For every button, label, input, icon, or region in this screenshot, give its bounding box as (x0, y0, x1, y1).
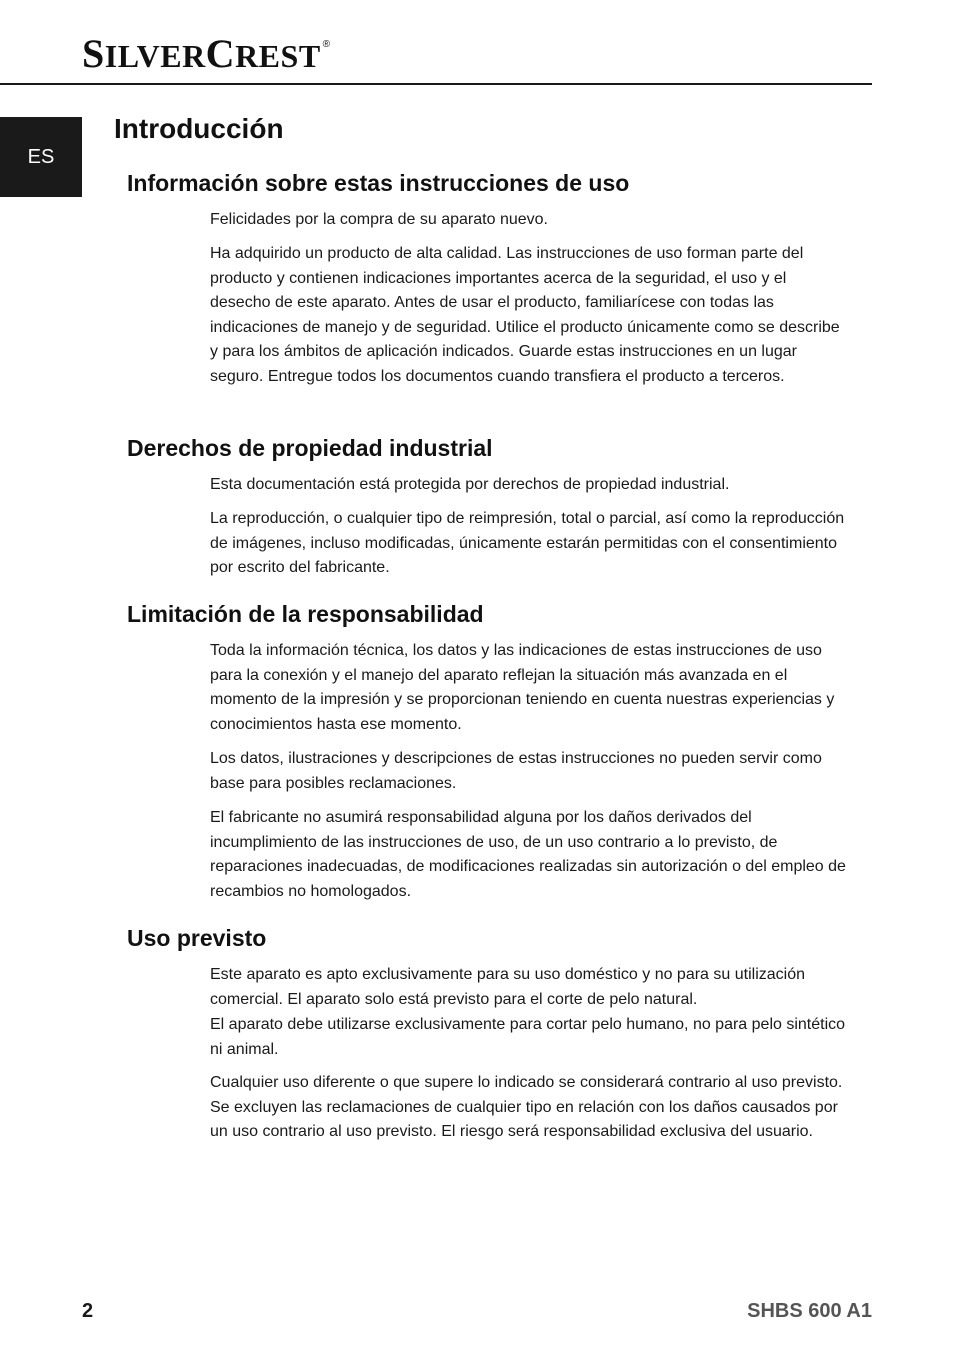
paragraph: El fabricante no asumirá responsabilidad alguna por los daños derivados del incumplimiento de las instrucciones de uso, de un uso contrario a lo previsto, de reparaciones inadecuadas, de modificaciones realizadas sin autorización o del empleo de recambios no homologados. (210, 809, 846, 900)
section-heading-liability: Limitación de la responsabilidad (127, 601, 484, 627)
model-number: SHBS 600 A1 (747, 1300, 872, 1322)
paragraph: Toda la información técnica, los datos y las indicaciones de estas instrucciones de uso para la conexión y el manejo del aparato reflejan la situación más avanzada en el momento de la impresión y se proporcionan teniendo en cuenta nuestras experiencias y conocimientos hasta ese momento. (210, 642, 835, 733)
paragraph: Cualquier uso diferente o que supere lo indicado se considerará contrario al uso previsto. Se excluyen las reclamaciones de cualquier tipo en relación con los daños causados por un uso contrario al uso previsto. El riesgo será responsabilidad exclusiva del usuario. (210, 1074, 843, 1141)
paragraph: Felicidades por la compra de su aparato nuevo. (210, 211, 548, 228)
section-heading-rights: Derechos de propiedad industrial (127, 435, 493, 461)
paragraph: Esta documentación está protegida por derechos de propiedad industrial. (210, 476, 730, 493)
paragraph: Este aparato es apto exclusivamente para su uso doméstico y no para su utilización comercial. El aparato solo está previsto para el corte de pelo natural. (210, 966, 805, 1008)
section-heading-intended-use: Uso previsto (127, 925, 267, 951)
section-heading-info: Información sobre estas instrucciones de uso (127, 170, 630, 196)
paragraph: Ha adquirido un producto de alta calidad. Las instrucciones de uso forman parte del producto y contienen indicaciones importantes acerca de la seguridad, el uso y el desecho de este aparato. Antes de usar el producto, familiarícese con todas las indicaciones de manejo y de seguridad. Utilice el producto únicamente como se describe y para los ámbitos de aplicación indicados. Guarde estas instrucciones en un lugar seguro. Entregue todos los documentos cuando transfiera el producto a terceros. (210, 245, 840, 385)
page-number: 2 (82, 1300, 94, 1322)
language-tab: ES (0, 117, 82, 197)
paragraph: El aparato debe utilizarse exclusivamente para cortar pelo humano, no para pelo sintético ni animal. (210, 1016, 846, 1058)
paragraph: Los datos, ilustraciones y descripciones de estas instrucciones no pueden servir como base para posibles reclamaciones. (210, 750, 822, 792)
header-rule (0, 83, 872, 85)
page-title: Introducción (114, 113, 284, 144)
paragraph: La reproducción, o cualquier tipo de reimpresión, total o parcial, así como la reproducción de imágenes, incluso modificadas, únicamente estarán permitidas con el consentimiento por escrito del fabricante. (210, 510, 845, 577)
brand-logo: SILVERCREST ® (82, 31, 331, 76)
